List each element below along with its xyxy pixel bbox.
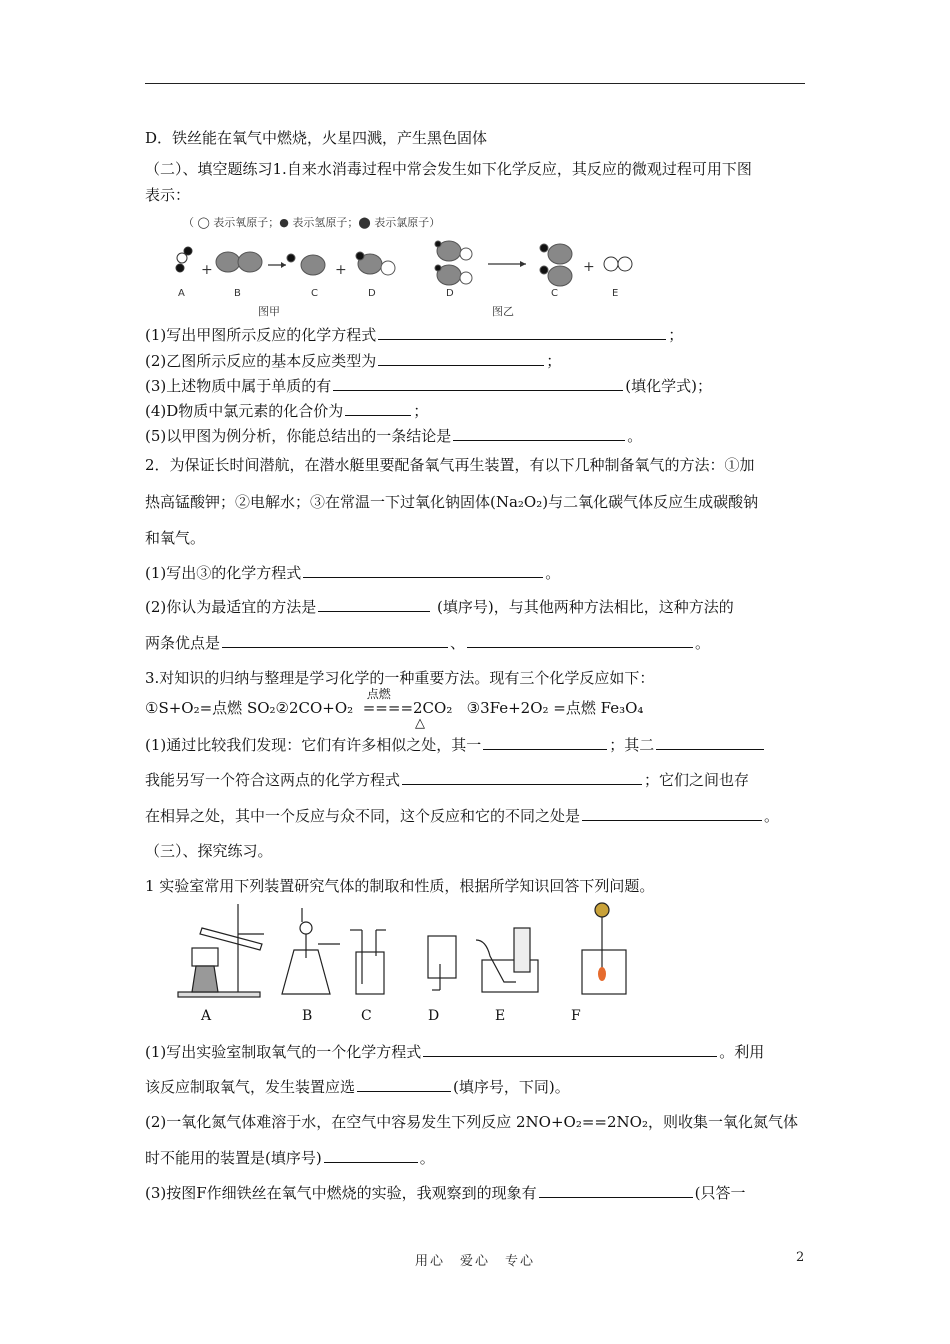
caption-fig-yi: 图乙 [492,305,514,318]
answer-blank[interactable] [378,351,544,366]
apparatus-c [350,930,386,994]
answer-blank[interactable] [483,735,607,750]
q4-item-2-cont: 时不能用的装置是(填序号) 。 [145,1149,435,1167]
header-rule [145,83,805,84]
q3-item-1-cont2: 在相异之处，其中一个反应与众不同，这个反应和它的不同之处是 。 [145,807,780,825]
q2-line3: 和氧气。 [145,529,206,547]
answer-blank[interactable] [345,401,411,416]
caption-fig-jia: 图甲 [258,305,280,318]
answer-blank[interactable] [423,1042,717,1057]
q2-item-2: (2)你认为最适宜的方法是 (填序号)，与其他两种方法相比，这种方法的 [145,598,734,616]
molecule-a [176,247,192,272]
answer-blank[interactable] [656,735,764,750]
q1-item-1: (1)写出甲图所示反应的化学方程式 ； [145,326,684,344]
label-d2: D [446,288,454,299]
q3-equations: ①S+O₂=点燃 SO₂②2CO+O₂ 点燃 ====2CO₂ ③3Fe+2O₂ =点燃 Fe₃O₄ [145,687,644,717]
molecule-e [604,257,632,271]
label-e: E [612,288,619,299]
q1-intro-text: 1.自来水消毒过程中常会发生如下化学反应，其反应的微观过程可用下图 [272,160,752,178]
answer-blank[interactable] [222,633,448,648]
answer-blank[interactable] [453,426,625,441]
triangle-icon: △ [415,716,425,731]
q4-item-3: (3)按图F作细铁丝在氧气中燃烧的实验，我观察到的现象有 (只答一 [145,1184,746,1202]
q2-item-1: (1)写出③的化学方程式 。 [145,564,561,582]
molecule-d [356,252,395,275]
q4-item-1-cont: 该反应制取氧气，发生装置应选 (填序号，下同)。 [145,1078,570,1096]
q2-line1: 2．为保证长时间潜航，在潜水艇里要配备氧气再生装置，有以下几种制备氧气的方法：①加 [145,456,755,474]
apparatus-e [476,928,538,992]
answer-blank[interactable] [318,597,430,612]
molecule-legend: （ ◯ 表示氧原子；● 表示氢原子；⬤ 表示氯原子） [183,216,441,229]
apparatus-d [428,936,456,990]
label-c: C [311,288,318,299]
answer-blank[interactable] [467,633,693,648]
lab-apparatus-figure [170,900,650,1002]
section2-title: （二）、填空题练习 [145,160,273,178]
apparatus-label-a: A [201,1008,212,1024]
molecule-reaction-figure [170,238,650,318]
q2-item-2-cont: 两条优点是 、 。 [145,634,711,652]
q3-intro: 3.对知识的归纳与整理是学习化学的一种重要方法。现有三个化学反应如下： [145,669,655,687]
molecule-b [216,252,262,272]
label-b: B [234,288,241,299]
q1-item-3: (3)上述物质中属于单质的有 (填化学式)； [145,377,712,395]
section3-title: （三）、探究练习。 [145,842,273,860]
q3-item-1: (1)通过比较我们发现：它们有许多相似之处，其一 ；其二 [145,735,766,755]
molecule-c-pair [540,244,572,286]
option-d: D．铁丝能在氧气中燃烧，火星四溅，产生黑色固体 [145,129,488,147]
q4-item-2: (2)一氧化氮气体难溶于水，在空气中容易发生下列反应 2NO+O₂==2NO₂，则收集一氧化氮气体 [145,1113,798,1131]
molecule-c [287,254,325,275]
apparatus-label-f: F [571,1008,581,1024]
svg-text:+: + [335,262,347,278]
answer-blank[interactable] [402,770,642,785]
apparatus-label-b: B [302,1008,313,1024]
svg-text:+: + [201,262,213,278]
answer-blank[interactable] [582,806,762,821]
q1-intro-line2: 表示： [145,186,191,204]
label-c2: C [551,288,558,299]
q1-item-4: (4)D物质中氯元素的化合价为 ； [145,402,429,420]
answer-blank[interactable] [357,1077,451,1092]
answer-blank[interactable] [539,1183,693,1198]
q2-line2: 热高锰酸钾；②电解水；③在常温一下过氧化钠固体(Na₂O₂)与二氧化碳气体反应生成碳酸钠 [145,493,759,511]
q1-item-5: (5)以甲图为例分析，你能总结出的一条结论是 。 [145,427,643,445]
answer-blank[interactable] [324,1148,418,1163]
apparatus-label-e: E [495,1008,506,1024]
q3-item-1-cont: 我能另写一个符合这两点的化学方程式 ；它们之间也存 [145,771,750,789]
label-a: A [178,288,185,299]
apparatus-f [582,903,626,994]
answer-blank[interactable] [333,376,623,391]
q1-item-2: (2)乙图所示反应的基本反应类型为 ； [145,352,562,370]
page-footer: 用心 爱心 专心 [414,1254,535,1269]
apparatus-a [178,904,264,997]
apparatus-b [282,908,340,994]
answer-blank[interactable] [378,325,666,340]
q1-intro-line1 [145,159,752,179]
page-number: 2 [796,1250,805,1265]
q4-intro: 1 实验室常用下列装置研究气体的制取和性质，根据所学知识回答下列问题。 [145,877,655,895]
label-d: D [368,288,376,299]
answer-blank[interactable] [303,563,543,578]
q4-item-1: (1)写出实验室制取氧气的一个化学方程式 。利用 [145,1043,765,1061]
svg-text:+: + [583,259,595,275]
apparatus-label-c: C [361,1008,372,1024]
molecule-d-pair [435,241,472,285]
apparatus-label-d: D [428,1008,440,1024]
